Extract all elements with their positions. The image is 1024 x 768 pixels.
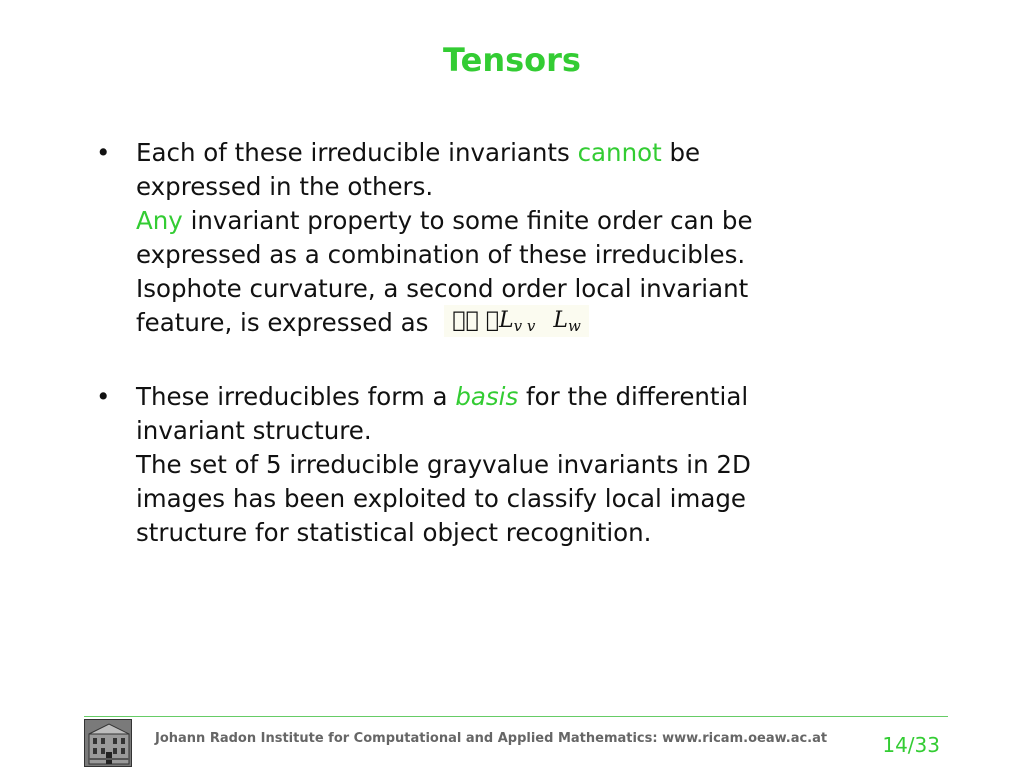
bullet-item-1 (96, 136, 856, 340)
text-line: Isophote curvature, a second order local invariant (136, 274, 749, 303)
text-run: invariant property to some finite order can be (182, 206, 753, 235)
bullet-item-2 (96, 380, 856, 550)
formula-subscript: w (521, 317, 535, 335)
formula-var: L (452, 308, 468, 333)
text-line: images has been exploited to classify local image (136, 484, 746, 513)
bullet-text (136, 380, 856, 550)
emphasis-basis: basis (455, 382, 519, 411)
isophote-curvature-formula (444, 305, 588, 337)
formula-subscript: v v (467, 317, 489, 335)
text-run: Each of these irreducible invariants (136, 138, 578, 167)
text-run: These irreducibles form a (136, 382, 456, 411)
emphasis-cannot: cannot (577, 138, 662, 167)
bullet-dot: • (96, 382, 111, 411)
text-run: be (661, 138, 701, 167)
logo-graphic (85, 720, 132, 767)
text-line (136, 204, 856, 238)
text-line (136, 136, 856, 170)
footer-divider (84, 716, 948, 717)
page-number: 14/33 (882, 733, 940, 757)
bullet-dot: • (96, 138, 111, 167)
text-line: expressed in the others. (136, 172, 434, 201)
text-line: invariant structure. (136, 416, 372, 445)
text-line: structure for statistical object recognition. (136, 518, 652, 547)
text-line: The set of 5 irreducible grayvalue invariants in 2D (136, 450, 751, 479)
formula-prefix (452, 308, 499, 333)
text-line (136, 306, 856, 340)
text-line: expressed as a combination of these irreducibles. (136, 240, 746, 269)
text-run: feature, is expressed as (136, 308, 429, 337)
institute-building-logo-icon (84, 719, 132, 767)
text-run: for the differential (518, 382, 749, 411)
footer-institute-text: Johann Radon Institute for Computational and Applied Mathematics: www.ricam.oeaw.ac.at (155, 731, 828, 746)
slide-title: Tensors (443, 41, 581, 79)
formula-var: L (506, 308, 522, 333)
bullet-text (136, 136, 856, 340)
text-line (136, 380, 856, 414)
emphasis-any: Any (136, 206, 183, 235)
